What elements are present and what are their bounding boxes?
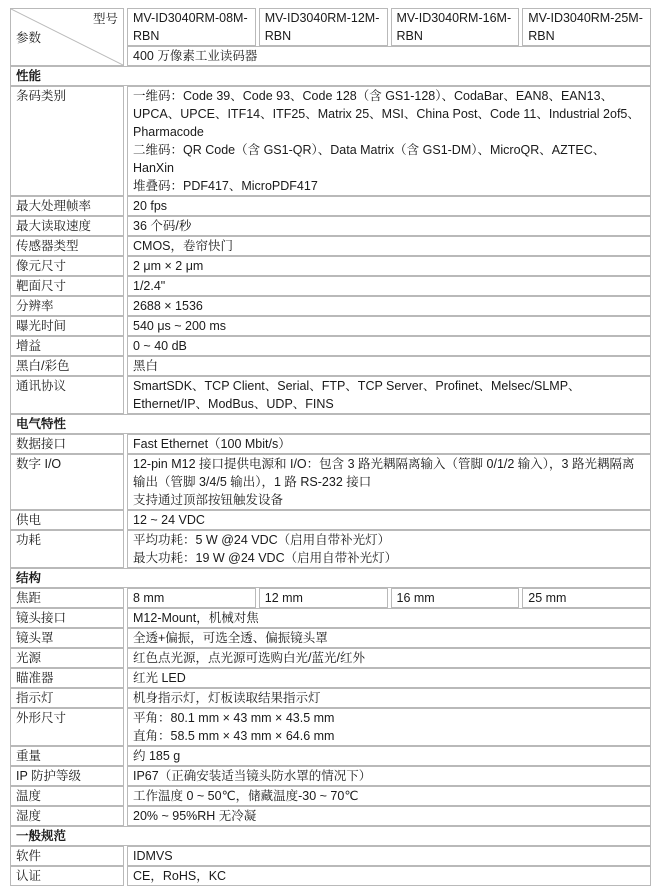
- value-line: 12-pin M12 接口提供电源和 I/O：包含 3 路光耦隔离输入（管脚 0/1/2 输入），3 路光耦隔离输出（管脚 3/4/5 输出），1 路 RS-232 接口: [133, 457, 635, 489]
- table-row: [10, 276, 651, 296]
- table-row: [10, 356, 651, 376]
- table-row: [10, 510, 651, 530]
- spec-table: [7, 8, 654, 886]
- table-row: [10, 216, 651, 236]
- section-row: [10, 66, 651, 86]
- row-label: 最大处理帧率: [10, 196, 124, 216]
- row-value: 红光 LED: [127, 668, 651, 688]
- table-row: [10, 608, 651, 628]
- table-row: [10, 434, 651, 454]
- corner-cell: [10, 8, 124, 66]
- row-value: 2688 × 1536: [127, 296, 651, 316]
- row-label: 焦距: [10, 588, 124, 608]
- row-label: 功耗: [10, 530, 124, 568]
- row-label: 湿度: [10, 806, 124, 826]
- model-header-cell: MV-ID3040RM-12M-RBN: [259, 8, 388, 46]
- row-label: 通讯协议: [10, 376, 124, 414]
- section-header: 结构: [10, 568, 651, 588]
- corner-label-model: 型号: [92, 12, 118, 26]
- table-row: [10, 648, 651, 668]
- row-label: 像元尺寸: [10, 256, 124, 276]
- table-row: [10, 766, 651, 786]
- row-label: 供电: [10, 510, 124, 530]
- row-label: 镜头罩: [10, 628, 124, 648]
- row-value: 黑白: [127, 356, 651, 376]
- row-label: 最大读取速度: [10, 216, 124, 236]
- value-line: 最大功耗：19 W @24 VDC（启用自带补光灯）: [133, 551, 398, 565]
- row-value: CE，RoHS，KC: [127, 866, 651, 886]
- row-value: 12 ~ 24 VDC: [127, 510, 651, 530]
- row-value: 工作温度 0 ~ 50℃，储藏温度-30 ~ 70℃: [127, 786, 651, 806]
- row-label: 镜头接口: [10, 608, 124, 628]
- value-line: 堆叠码：PDF417、MicroPDF417: [133, 179, 318, 193]
- focal-value-cell: 8 mm: [127, 588, 256, 608]
- table-row: [10, 530, 651, 568]
- value-line: 支持通过顶部按钮触发设备: [133, 493, 284, 507]
- header-row: [10, 8, 651, 46]
- row-value: [127, 708, 651, 746]
- table-row: [10, 668, 651, 688]
- row-value: 红色点光源，点光源可选购白光/蓝光/红外: [127, 648, 651, 668]
- focal-value-cell: 12 mm: [259, 588, 388, 608]
- section-row: [10, 826, 651, 846]
- corner-label-param: 参数: [16, 31, 42, 45]
- row-label: 黑白/彩色: [10, 356, 124, 376]
- row-label: IP 防护等级: [10, 766, 124, 786]
- table-row: [10, 86, 651, 196]
- table-row: [10, 688, 651, 708]
- value-line: 二维码：QR Code（含 GS1-QR）、Data Matrix（含 GS1-DM）、MicroQR、AZTEC、HanXin: [133, 143, 606, 175]
- row-value: 36 个码/秒: [127, 216, 651, 236]
- row-value: M12-Mount，机械对焦: [127, 608, 651, 628]
- row-label: 数据接口: [10, 434, 124, 454]
- table-row: [10, 296, 651, 316]
- row-value: SmartSDK、TCP Client、Serial、FTP、TCP Server、Profinet、Melsec/SLMP、Ethernet/IP、ModBus、UDP、FINS: [127, 376, 651, 414]
- row-value: [127, 454, 651, 510]
- section-header: 电气特性: [10, 414, 651, 434]
- table-row: [10, 746, 651, 766]
- row-label: 靶面尺寸: [10, 276, 124, 296]
- row-label: 光源: [10, 648, 124, 668]
- table-row: [10, 708, 651, 746]
- section-header: 一般规范: [10, 826, 651, 846]
- value-line: 一维码：Code 39、Code 93、Code 128（含 GS1-128）、CodaBar、EAN8、EAN13、UPCA、UPCE、ITF14、ITF25、Matrix 25、MSI、China Post、Code 11、Industrial 2of5、Pharmacode: [133, 89, 640, 139]
- section-row: [10, 414, 651, 434]
- focal-value-cell: 16 mm: [391, 588, 520, 608]
- row-value: 2 μm × 2 μm: [127, 256, 651, 276]
- row-label: 指示灯: [10, 688, 124, 708]
- product-subtitle: 400 万像素工业读码器: [127, 46, 651, 66]
- row-value: [127, 530, 651, 568]
- section-header: 性能: [10, 66, 651, 86]
- row-label: 软件: [10, 846, 124, 866]
- table-row: [10, 588, 651, 608]
- row-value: 约 185 g: [127, 746, 651, 766]
- row-label: 分辨率: [10, 296, 124, 316]
- row-value: IP67（正确安装适当镜头防水罩的情况下）: [127, 766, 651, 786]
- row-value: 20 fps: [127, 196, 651, 216]
- row-label: 认证: [10, 866, 124, 886]
- table-row: [10, 256, 651, 276]
- table-row: [10, 628, 651, 648]
- table-row: [10, 316, 651, 336]
- table-row: [10, 336, 651, 356]
- table-row: [10, 806, 651, 826]
- value-line: 平角：80.1 mm × 43 mm × 43.5 mm: [133, 711, 335, 725]
- row-label: 温度: [10, 786, 124, 806]
- row-label: 曝光时间: [10, 316, 124, 336]
- focal-value-cell: 25 mm: [522, 588, 651, 608]
- row-value: 1/2.4": [127, 276, 651, 296]
- table-row: [10, 196, 651, 216]
- table-row: [10, 236, 651, 256]
- row-value: 机身指示灯，灯板读取结果指示灯: [127, 688, 651, 708]
- model-header-cell: MV-ID3040RM-25M-RBN: [522, 8, 651, 46]
- row-value: [127, 86, 651, 196]
- row-value: CMOS，卷帘快门: [127, 236, 651, 256]
- row-value: Fast Ethernet（100 Mbit/s）: [127, 434, 651, 454]
- table-row: [10, 376, 651, 414]
- row-value: 0 ~ 40 dB: [127, 336, 651, 356]
- row-label: 条码类别: [10, 86, 124, 196]
- table-row: [10, 846, 651, 866]
- row-value: IDMVS: [127, 846, 651, 866]
- table-row: [10, 866, 651, 886]
- table-row: [10, 454, 651, 510]
- value-line: 平均功耗：5 W @24 VDC（启用自带补光灯）: [133, 533, 391, 547]
- row-label: 传感器类型: [10, 236, 124, 256]
- row-label: 数字 I/O: [10, 454, 124, 510]
- row-value: 全透+偏振，可选全透、偏振镜头罩: [127, 628, 651, 648]
- row-label: 增益: [10, 336, 124, 356]
- row-label: 外形尺寸: [10, 708, 124, 746]
- row-label: 瞄准器: [10, 668, 124, 688]
- row-label: 重量: [10, 746, 124, 766]
- model-header-cell: MV-ID3040RM-08M-RBN: [127, 8, 256, 46]
- model-header-cell: MV-ID3040RM-16M-RBN: [391, 8, 520, 46]
- section-row: [10, 568, 651, 588]
- row-value: 540 μs ~ 200 ms: [127, 316, 651, 336]
- row-value: 20% ~ 95%RH 无冷凝: [127, 806, 651, 826]
- table-row: [10, 786, 651, 806]
- value-line: 直角：58.5 mm × 43 mm × 64.6 mm: [133, 729, 335, 743]
